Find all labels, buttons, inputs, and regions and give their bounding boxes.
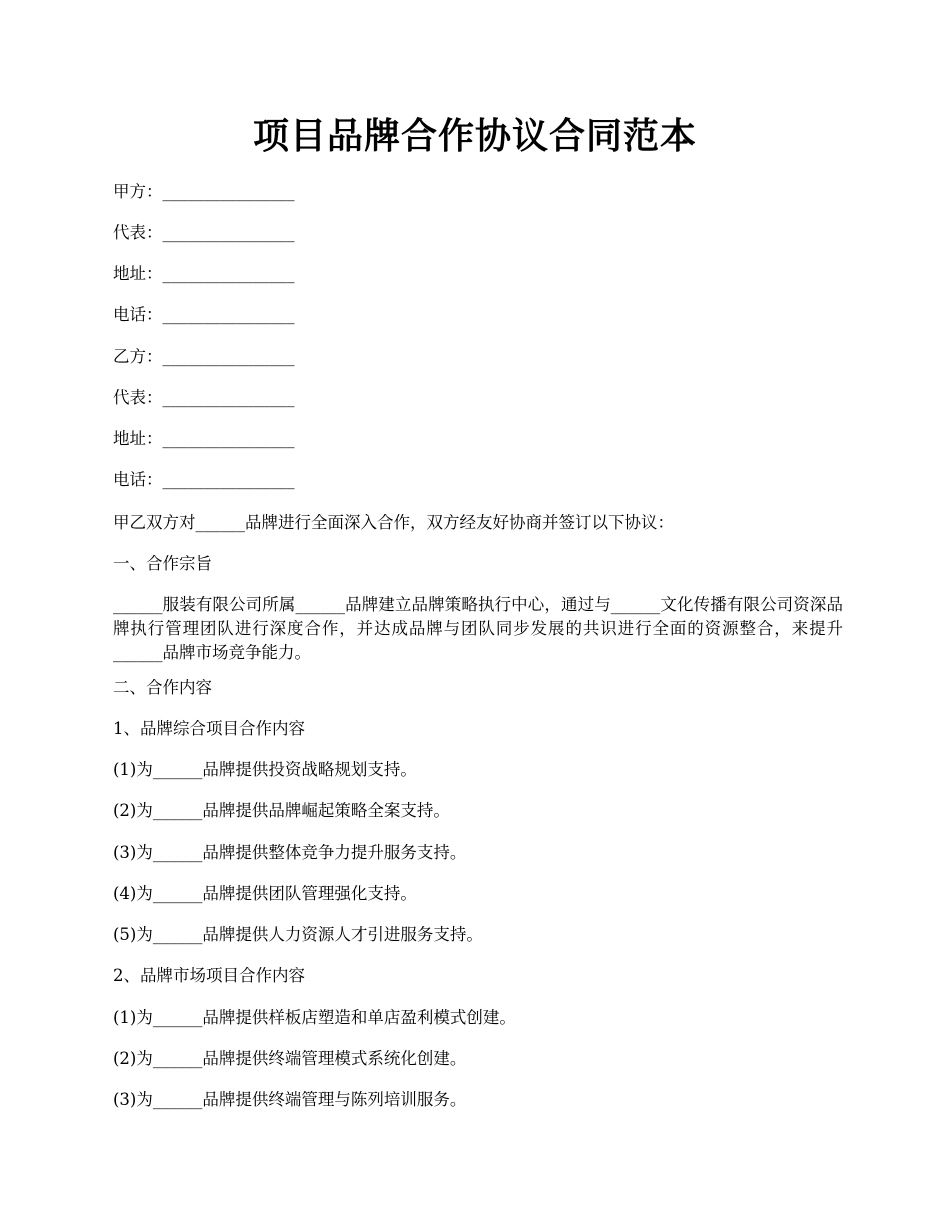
subsection2-item: (2)为______品牌提供终端管理模式系统化创建。 [113, 1049, 467, 1068]
subsection2-item: (3)为______品牌提供终端管理与陈列培训服务。 [113, 1090, 467, 1109]
document-title: 项目品牌合作协议合同范本 [252, 115, 697, 157]
section2-heading: 二、合作内容 [113, 678, 212, 697]
party-b-representative-line: 代表：________________ [113, 388, 295, 407]
subsection1-item: (3)为______品牌提供整体竞争力提升服务支持。 [113, 843, 467, 862]
party-b-name-line: 乙方：________________ [113, 347, 295, 366]
subsection1-item: (1)为______品牌提供投资战略规划支持。 [113, 760, 417, 779]
subsection2-heading: 2、品牌市场项目合作内容 [113, 966, 305, 985]
party-a-address-line: 地址：________________ [113, 264, 295, 283]
party-a-name-line: 甲方：________________ [113, 182, 295, 201]
party-a-representative-line: 代表：________________ [113, 223, 295, 242]
subsection1-heading: 1、品牌综合项目合作内容 [113, 719, 305, 738]
section1-body: ______服装有限公司所属______品牌建立品牌策略执行中心，通过与______文化传播有限公司资深品牌执行管理团队进行深度合作，并达成品牌与团队同步发展的共识进行全面的资源整合，来提升______品牌市场竞争能力。 [113, 595, 843, 662]
subsection2-item: (1)为______品牌提供样板店塑造和单店盈利模式创建。 [113, 1008, 516, 1027]
subsection1-item: (5)为______品牌提供人力资源人才引进服务支持。 [113, 925, 483, 944]
section1-heading: 一、合作宗旨 [113, 554, 212, 573]
intro-paragraph: 甲乙双方对______品牌进行全面深入合作，双方经友好协商并签订以下协议： [113, 513, 674, 532]
subsection1-item: (2)为______品牌提供品牌崛起策略全案支持。 [113, 801, 450, 820]
party-a-phone-line: 电话：________________ [113, 305, 295, 324]
party-b-address-line: 地址：________________ [113, 429, 295, 448]
party-b-phone-line: 电话：________________ [113, 470, 295, 489]
subsection1-item: (4)为______品牌提供团队管理强化支持。 [113, 884, 417, 903]
